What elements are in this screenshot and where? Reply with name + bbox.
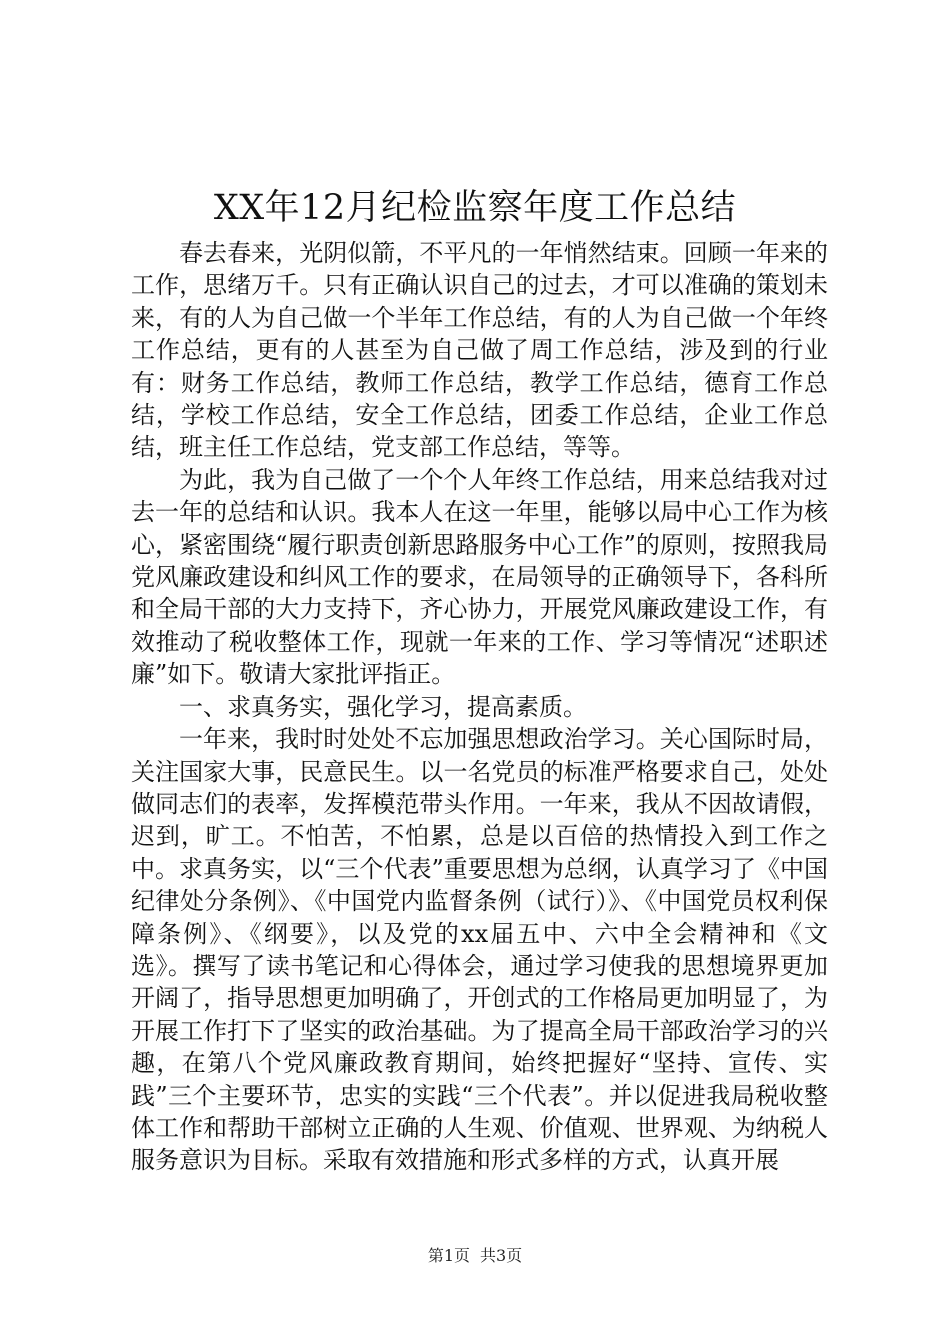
document-title: XX年12月纪检监察年度工作总结 [213,188,737,228]
paragraph-purpose: 为此，我为自己做了一个个人年终工作总结，用来总结我对过去一年的总结和认识。我本人在这一年里，能够以局中心工作为核心，紧密围绕“履行职责创新思路服务中心工作”的原则，按照我局党风廉政建设和纠风工作的要求，在局领导的正确领导下，各科所和全局干部的大力支持下，齐心协力，开展党风廉政建设工作，有效推动了税收整体工作，现就一年来的工作、学习等情况“述职述廉”如下。敬请大家批评指正。 [131,465,828,689]
page-footer [0,1245,950,1267]
paragraph-intro: 春去春来，光阴似箭，不平凡的一年悄然结束。回顾一年来的工作，思绪万千。只有正确认识自己的过去，才可以准确的策划未来，有的人为自己做一个半年工作总结，有的人为自己做一个年终工作总结，更有的人甚至为自己做了周工作总结，涉及到的行业有：财务工作总结，教师工作总结，教学工作总结，德育工作总结，学校工作总结，安全工作总结，团委工作总结，企业工作总结，班主任工作总结，党支部工作总结，等等。 [131,239,828,462]
page-total: 共3页 [480,1246,523,1265]
paragraph-study: 一年来，我时时处处不忘加强思想政治学习。关心国际时局，关注国家大事，民意民生。以一名党员的标准严格要求自己，处处做同志们的表率，发挥模范带头作用。一年来，我从不因故请假，迟到，旷工。不怕苦，不怕累，总是以百倍的热情投入到工作之中。求真务实，以“三个代表”重要思想为总纲，认真学习了《中国纪律处分条例》、《中国党内监督条例（试行）》、《中国党员权利保障条例》、《纲要》，以及党的xx届五中、六中全会精神和《文选》。撰写了读书笔记和心得体会，通过学习使我的思想境界更加开阔了，指导思想更加明确了，开创式的工作格局更加明显了，为开展工作打下了坚实的政治基础。为了提高全局干部政治学习的兴趣，在第八个党风廉政教育期间，始终把握好“坚持、宣传、实践”三个主要环节，忠实的实践“三个代表”。并以促进我局税收整体工作和帮助干部树立正确的人生观、价值观、世界观、为纳税人服务意识为目标。采取有效措施和形式多样的方式，认真开展 [131,725,828,1175]
document-body [131,237,828,1177]
page-number: 第1页 [427,1246,470,1265]
section-heading-1: 一、求真务实，强化学习，提高素质。 [179,692,587,721]
